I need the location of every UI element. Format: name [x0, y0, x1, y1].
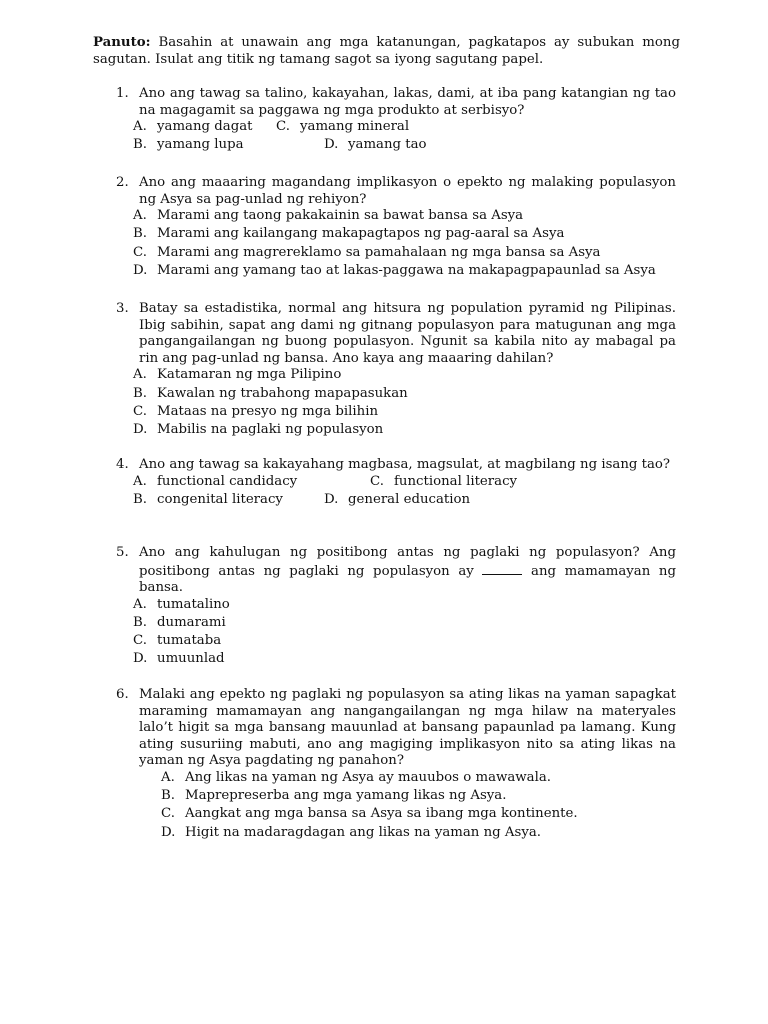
option-text: tumatalino — [157, 596, 230, 612]
question-4 — [116, 457, 676, 510]
stem-text: ang mamamayan ng bansa. — [139, 563, 676, 596]
option-text: congenital literacy — [157, 491, 283, 507]
option-letter: A. — [133, 208, 147, 224]
option-text: functional candidacy — [157, 473, 298, 489]
question-number: 5. — [116, 545, 129, 560]
option-letter: B. — [133, 137, 147, 153]
option-text: Maprepreserba ang mga yamang likas ng Asya. — [185, 788, 507, 804]
option-b — [133, 226, 676, 244]
option-text: Higit na madaragdagan ang likas na yaman ng Asya. — [185, 824, 541, 840]
question-2 — [116, 175, 676, 281]
option-letter: A. — [133, 596, 147, 612]
option-letter: D. — [133, 651, 148, 667]
option-text: Marami ang magrereklamo sa pamahalaan ng mga bansa sa Asya — [157, 244, 601, 260]
option-c — [276, 119, 409, 136]
option-c — [133, 404, 676, 422]
option-text: Marami ang kailangang makapagtapos ng pag-aaral sa Asya — [157, 226, 565, 242]
option-letter: D. — [133, 421, 148, 437]
option-a — [133, 474, 297, 491]
option-text: general education — [348, 491, 471, 507]
option-d — [324, 492, 470, 509]
option-letter: A. — [133, 119, 147, 135]
option-letter: B. — [133, 491, 147, 507]
option-letter: D. — [324, 491, 339, 507]
option-letter: A. — [161, 769, 175, 785]
question-stem: Ano ang tawag sa kakayahang magbasa, magsulat, at magbilang ng isang tao? — [139, 457, 671, 472]
question-number: 2. — [116, 175, 129, 190]
option-text: Mabilis na paglaki ng populasyon — [157, 421, 384, 437]
option-list — [133, 208, 676, 281]
option-letter: B. — [133, 614, 147, 630]
option-text: dumarami — [157, 614, 226, 630]
question-stem: Ano ang maaaring magandang implikasyon o epekto ng malaking populasyon ng Asya sa pag-unlad ng rehiyon? — [139, 175, 676, 207]
option-c — [370, 474, 517, 491]
option-letter: C. — [133, 633, 147, 649]
option-d — [133, 263, 676, 281]
option-row — [133, 137, 676, 155]
option-row — [133, 474, 676, 492]
question-stem — [139, 545, 676, 597]
option-letter: D. — [161, 824, 176, 840]
option-list — [133, 367, 676, 440]
option-text: Marami ang yamang tao at lakas-paggawa na makapagpapaunlad sa Asya — [157, 262, 656, 278]
instructions-label: Panuto: — [93, 35, 151, 50]
question-number: 4. — [116, 457, 129, 472]
instructions — [93, 35, 680, 68]
option-letter: C. — [133, 403, 147, 419]
option-a — [133, 367, 676, 385]
question-number: 6. — [116, 687, 129, 702]
option-text: Mataas na presyo ng mga bilihin — [157, 403, 379, 419]
option-c — [161, 806, 676, 824]
option-letter: C. — [161, 806, 175, 822]
option-c — [133, 633, 676, 651]
option-row — [133, 492, 676, 510]
option-text: Ang likas na yaman ng Asya ay mauubos o mawawala. — [185, 769, 552, 785]
option-a — [133, 597, 676, 615]
option-d — [133, 422, 676, 440]
option-b — [133, 137, 244, 154]
question-stem: Batay sa estadistika, normal ang hitsura ng population pyramid ng Pilipinas. Ibig sabihin, sapat ang dami ng gitnang populasyon para matugunan ang mga pangangailangan ng buong populasyon. Ngunit sa kabila nito ay mabagal pa rin ang pag-unlad ng bansa. Ano kaya ang maaaring dahilan? — [139, 301, 676, 366]
option-letter: D. — [324, 137, 339, 153]
option-letter: B. — [133, 226, 147, 242]
question-number: 3. — [116, 301, 129, 316]
stem-text: Ano ang kahulugan ng positibong antas ng paglaki ng populasyon? Ang positibong antas ng paglaki ng populasyon ay — [139, 545, 676, 579]
option-letter: A. — [133, 367, 147, 383]
option-letter: A. — [133, 473, 147, 489]
option-text: yamang tao — [348, 137, 427, 153]
option-b — [161, 788, 676, 806]
option-a — [161, 770, 676, 788]
option-text: Marami ang taong pakakainin sa bawat bansa sa Asya — [157, 208, 524, 224]
option-letter: C. — [370, 473, 384, 489]
option-text: yamang lupa — [157, 137, 244, 153]
option-letter: B. — [133, 385, 147, 401]
option-text: yamang mineral — [300, 119, 410, 135]
answer-blank — [482, 562, 522, 575]
option-letter: D. — [133, 262, 148, 278]
option-b — [133, 615, 676, 633]
question-stem: Malaki ang epekto ng paglaki ng populasyon sa ating likas na yaman sapagkat maraming mamamayan ang nangangailangan ng mga hilaw na materyales lalo’t higit sa mga bansang mauunlad at bansang papaunlad pa lamang. Kung ating susuriing mabuti, ano ang magiging implikasyon nito sa ating likas na yaman ng Asya pagdating ng panahon? — [139, 687, 676, 769]
option-a — [133, 119, 253, 136]
option-list — [161, 770, 676, 843]
option-text: Katamaran ng mga Pilipino — [157, 367, 342, 383]
instructions-text: Basahin at unawain ang mga katanungan, pagkatapos ay subukan mong sagutan. Isulat ang titik ng tamang sagot sa iyong sagutang papel. — [93, 35, 680, 67]
question-6 — [116, 687, 676, 843]
question-5 — [116, 545, 676, 670]
question-3 — [116, 301, 676, 440]
option-d — [324, 137, 427, 154]
option-row — [133, 119, 676, 137]
option-text: Aangkat ang mga bansa sa Asya sa ibang mga kontinente. — [185, 806, 578, 822]
option-text: tumataba — [157, 633, 222, 649]
question-1 — [116, 86, 676, 156]
option-b — [133, 386, 676, 404]
option-list — [133, 597, 676, 670]
option-a — [133, 208, 676, 226]
question-stem: Ano ang tawag sa talino, kakayahan, lakas, dami, at iba pang katangian ng tao na magagamit sa paggawa ng mga produkto at serbisyo? — [139, 86, 676, 118]
option-text: functional literacy — [394, 473, 518, 489]
option-text: yamang dagat — [157, 119, 253, 135]
option-d — [133, 651, 676, 669]
question-number: 1. — [116, 86, 129, 101]
option-c — [133, 245, 676, 263]
option-d — [161, 825, 676, 843]
option-text: umuunlad — [157, 651, 225, 667]
option-letter: B. — [161, 788, 175, 804]
option-letter: C. — [276, 119, 290, 135]
option-b — [133, 492, 283, 509]
option-letter: C. — [133, 244, 147, 260]
option-text: Kawalan ng trabahong mapapasukan — [157, 385, 408, 401]
